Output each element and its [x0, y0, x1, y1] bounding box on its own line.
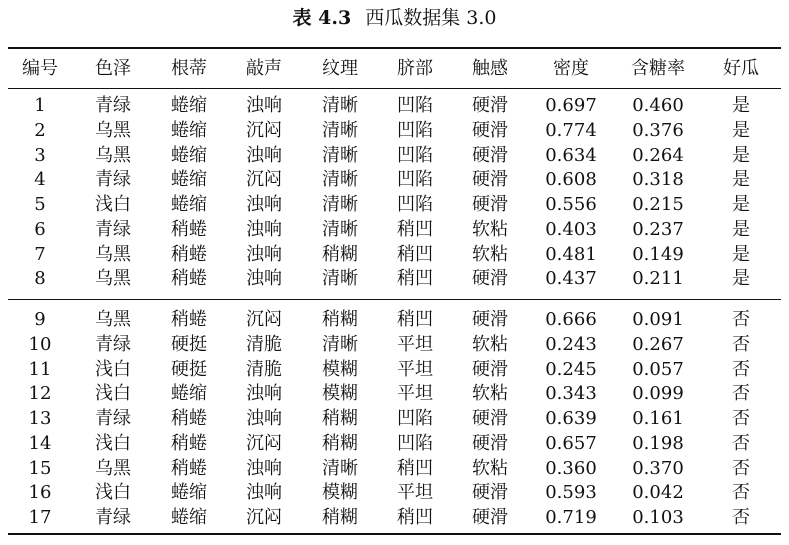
table-cell: 硬滑	[472, 408, 508, 429]
table-caption-label: 表 4.3	[292, 7, 352, 29]
table-cell: 沉闷	[246, 169, 282, 191]
table-cell: 5	[34, 194, 46, 215]
column-header: 触感	[472, 58, 508, 79]
table-row	[0, 480, 789, 505]
table-cell: 硬滑	[472, 309, 508, 330]
table-cell: 稍蜷	[171, 457, 207, 479]
table-cell: 0.091	[632, 309, 684, 330]
table-row	[0, 505, 789, 530]
table-cell: 否	[732, 358, 750, 380]
table-cell: 稍糊	[322, 243, 358, 265]
table-row	[0, 332, 789, 357]
table-cell: 8	[34, 268, 46, 290]
table-row	[0, 93, 789, 118]
table-cell: 稍凹	[397, 268, 433, 290]
table-row	[0, 431, 789, 456]
table-cell: 青绿	[95, 169, 131, 191]
table-cell: 蜷缩	[171, 194, 207, 215]
table-cell: 青绿	[95, 507, 131, 528]
table-cell: 稍蜷	[171, 218, 207, 240]
table-cell: 凹陷	[397, 119, 433, 141]
table-cell: 硬滑	[472, 95, 508, 116]
table-cell: 0.593	[545, 482, 597, 504]
table-cell: 浊响	[246, 194, 282, 215]
table-cell: 凹陷	[397, 95, 433, 116]
table-cell: 稍蜷	[171, 432, 207, 454]
table-row	[0, 357, 789, 382]
table-row	[0, 167, 789, 192]
table-cell: 沉闷	[246, 119, 282, 141]
table-cell: 否	[732, 383, 750, 405]
table-cell: 浅白	[95, 358, 131, 380]
table-cell: 清晰	[322, 95, 358, 116]
table-cell: 清晰	[322, 457, 358, 479]
table-cell: 稍糊	[322, 507, 358, 528]
table-cell: 乌黑	[95, 119, 131, 141]
table-cell: 稍糊	[322, 408, 358, 429]
table-cell: 清脆	[246, 333, 282, 355]
table-cell: 稍凹	[397, 507, 433, 528]
table-cell: 0.403	[545, 218, 597, 240]
table-cell: 软粘	[472, 333, 508, 355]
table-cell: 沉闷	[246, 507, 282, 528]
table-cell: 软粘	[472, 383, 508, 405]
table-cell: 硬挺	[171, 333, 207, 355]
table-cell: 凹陷	[397, 408, 433, 429]
table-cell: 浅白	[95, 194, 131, 215]
table-cell: 1	[34, 95, 46, 116]
table-cell: 0.198	[632, 432, 684, 454]
table-cell: 蜷缩	[171, 95, 207, 116]
table-caption-title: 西瓜数据集 3.0	[365, 7, 497, 29]
table-cell: 蜷缩	[171, 144, 207, 166]
table-cell: 清晰	[322, 194, 358, 215]
column-header: 纹理	[322, 58, 358, 79]
table-cell: 软粘	[472, 218, 508, 240]
table-cell: 是	[732, 119, 750, 141]
table-row	[0, 143, 789, 168]
table-cell: 0.099	[632, 383, 684, 405]
table-cell: 0.211	[632, 268, 684, 290]
table-cell: 模糊	[322, 482, 358, 504]
table-cell: 是	[732, 95, 750, 116]
table-cell: 清脆	[246, 358, 282, 380]
table-cell: 蜷缩	[171, 169, 207, 191]
table-cell: 17	[28, 507, 52, 528]
table-cell: 硬滑	[472, 507, 508, 528]
table-cell: 0.657	[545, 432, 597, 454]
table-cell: 3	[34, 144, 46, 166]
table-group-separator	[8, 299, 781, 300]
table-cell: 清晰	[322, 144, 358, 166]
table-cell: 0.343	[545, 383, 597, 405]
table-cell: 平坦	[397, 333, 433, 355]
table-cell: 0.376	[632, 119, 684, 141]
table-cell: 浊响	[246, 408, 282, 429]
table-cell: 凹陷	[397, 144, 433, 166]
table-cell: 6	[34, 218, 46, 240]
table-cell: 0.481	[545, 243, 597, 265]
table-cell: 否	[732, 457, 750, 479]
table-cell: 稍蜷	[171, 243, 207, 265]
table-cell: 0.318	[632, 169, 684, 191]
table-cell: 0.264	[632, 144, 684, 166]
table-cell: 清晰	[322, 333, 358, 355]
table-cell: 清晰	[322, 169, 358, 191]
table-cell: 否	[732, 432, 750, 454]
table-cell: 浊响	[246, 482, 282, 504]
table-cell: 否	[732, 482, 750, 504]
table-cell: 模糊	[322, 358, 358, 380]
table-cell: 0.245	[545, 358, 597, 380]
table-cell: 清晰	[322, 218, 358, 240]
table-cell: 硬挺	[171, 358, 207, 380]
table-cell: 乌黑	[95, 268, 131, 290]
column-header: 敲声	[246, 58, 282, 79]
table-cell: 软粘	[472, 243, 508, 265]
table-cell: 乌黑	[95, 144, 131, 166]
table-cell: 浊响	[246, 457, 282, 479]
table-cell: 稍糊	[322, 309, 358, 330]
table-cell: 是	[732, 194, 750, 215]
table-cell: 0.370	[632, 457, 684, 479]
table-cell: 蜷缩	[171, 383, 207, 405]
table-row	[0, 266, 789, 291]
table-cell: 0.057	[632, 358, 684, 380]
table-cell: 0.719	[545, 507, 597, 528]
table-cell: 16	[28, 482, 52, 504]
table-row	[0, 118, 789, 143]
table-cell: 沉闷	[246, 309, 282, 330]
table-cell: 13	[28, 408, 52, 429]
table-cell: 凹陷	[397, 169, 433, 191]
table-cell: 乌黑	[95, 243, 131, 265]
table-row	[0, 456, 789, 481]
table-cell: 是	[732, 243, 750, 265]
table-cell: 硬滑	[472, 432, 508, 454]
table-caption	[0, 6, 789, 30]
table-cell: 浅白	[95, 482, 131, 504]
table-cell: 浊响	[246, 218, 282, 240]
table-cell: 2	[34, 119, 46, 141]
table-bottom-rule	[8, 533, 781, 535]
table-cell: 0.437	[545, 268, 597, 290]
table-cell: 浊响	[246, 383, 282, 405]
table-cell: 凹陷	[397, 432, 433, 454]
table-cell: 0.149	[632, 243, 684, 265]
table-cell: 乌黑	[95, 309, 131, 330]
table-cell: 硬滑	[472, 358, 508, 380]
table-cell: 11	[28, 358, 52, 380]
table-cell: 稍凹	[397, 457, 433, 479]
table-cell: 10	[28, 333, 52, 355]
table-row	[0, 307, 789, 332]
table-cell: 乌黑	[95, 457, 131, 479]
table-cell: 浊响	[246, 95, 282, 116]
table-cell: 12	[28, 383, 52, 405]
table-cell: 平坦	[397, 383, 433, 405]
column-header: 根蒂	[171, 58, 207, 79]
table-cell: 青绿	[95, 218, 131, 240]
table-cell: 9	[34, 309, 46, 330]
table-cell: 0.237	[632, 218, 684, 240]
table-cell: 0.215	[632, 194, 684, 215]
table-cell: 否	[732, 309, 750, 330]
table-cell: 平坦	[397, 358, 433, 380]
table-cell: 0.608	[545, 169, 597, 191]
table-cell: 硬滑	[472, 119, 508, 141]
table-cell: 0.460	[632, 95, 684, 116]
column-header: 脐部	[397, 58, 433, 79]
column-header: 密度	[553, 58, 589, 79]
table-cell: 0.666	[545, 309, 597, 330]
table-cell: 0.042	[632, 482, 684, 504]
table-row	[0, 381, 789, 406]
table-cell: 青绿	[95, 408, 131, 429]
table-cell: 青绿	[95, 95, 131, 116]
table-cell: 凹陷	[397, 194, 433, 215]
table-cell: 清晰	[322, 268, 358, 290]
column-header: 好瓜	[723, 58, 759, 79]
table-cell: 浊响	[246, 243, 282, 265]
table-cell: 稍糊	[322, 432, 358, 454]
table-row	[0, 242, 789, 267]
table-row	[0, 192, 789, 217]
table-cell: 14	[28, 432, 52, 454]
table-cell: 稍凹	[397, 243, 433, 265]
table-cell: 蜷缩	[171, 507, 207, 528]
table-cell: 0.267	[632, 333, 684, 355]
table-top-rule	[8, 47, 781, 49]
table-header-row	[0, 56, 789, 81]
table-cell: 软粘	[472, 457, 508, 479]
table-cell: 硬滑	[472, 482, 508, 504]
table-cell: 是	[732, 218, 750, 240]
table-cell: 是	[732, 144, 750, 166]
table-cell: 0.243	[545, 333, 597, 355]
table-cell: 硬滑	[472, 268, 508, 290]
table-cell: 硬滑	[472, 144, 508, 166]
table-cell: 7	[34, 243, 46, 265]
table-cell: 是	[732, 268, 750, 290]
table-cell: 平坦	[397, 482, 433, 504]
table-cell: 稍蜷	[171, 408, 207, 429]
table-cell: 硬滑	[472, 194, 508, 215]
table-cell: 浅白	[95, 432, 131, 454]
table-cell: 0.103	[632, 507, 684, 528]
table-cell: 0.697	[545, 95, 597, 116]
table-cell: 稍蜷	[171, 309, 207, 330]
table-cell: 清晰	[322, 119, 358, 141]
table-cell: 0.161	[632, 408, 684, 429]
table-cell: 蜷缩	[171, 482, 207, 504]
column-header: 编号	[22, 58, 58, 79]
table-header-rule	[8, 88, 781, 89]
table-cell: 沉闷	[246, 432, 282, 454]
table-cell: 15	[28, 457, 52, 479]
table-cell: 模糊	[322, 383, 358, 405]
table-cell: 硬滑	[472, 169, 508, 191]
table-cell: 否	[732, 408, 750, 429]
table-cell: 稍蜷	[171, 268, 207, 290]
table-cell: 0.556	[545, 194, 597, 215]
table-cell: 0.634	[545, 144, 597, 166]
table-cell: 4	[34, 169, 46, 191]
table-cell: 0.639	[545, 408, 597, 429]
table-cell: 浊响	[246, 268, 282, 290]
column-header: 含糖率	[631, 58, 685, 79]
table-cell: 浅白	[95, 383, 131, 405]
table-cell: 0.360	[545, 457, 597, 479]
table-cell: 青绿	[95, 333, 131, 355]
table-row	[0, 406, 789, 431]
column-header: 色泽	[95, 58, 131, 79]
table-cell: 浊响	[246, 144, 282, 166]
table-cell: 否	[732, 333, 750, 355]
table-cell: 是	[732, 169, 750, 191]
table-cell: 蜷缩	[171, 119, 207, 141]
table-cell: 否	[732, 507, 750, 528]
table-cell: 0.774	[545, 119, 597, 141]
table-row	[0, 217, 789, 242]
table-cell: 稍凹	[397, 309, 433, 330]
table-cell: 稍凹	[397, 218, 433, 240]
